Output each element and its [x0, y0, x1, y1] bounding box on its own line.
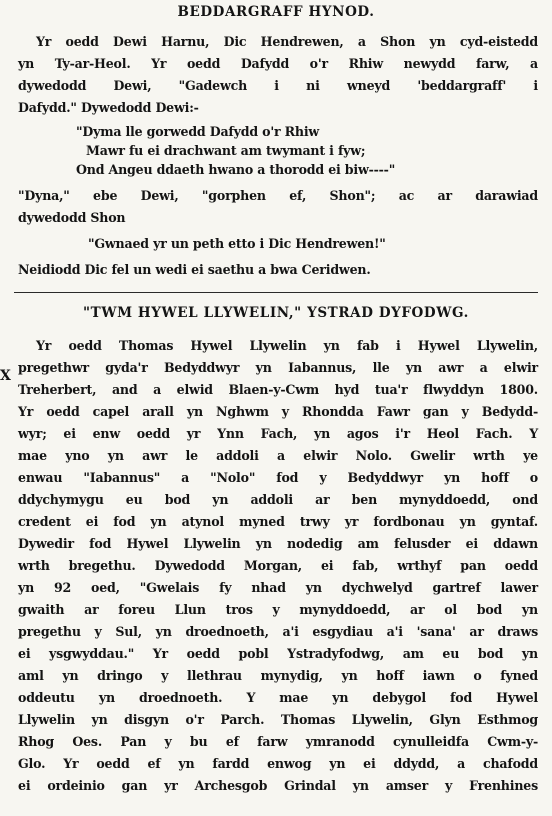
margin-mark: X — [0, 368, 11, 384]
article1-line-10: "Gwnaed yr un peth etto i Dic Hendrewen!" — [88, 236, 386, 251]
article2-line-9: credent ei fod yn atynol myned trwy yr fordbonau yn gyntaf. — [18, 514, 538, 529]
article2-line-2: pregethwr gyda'r Bedyddwyr yn Iabannus, lle yn awr a elwir — [18, 360, 538, 375]
article1-line-3: dywedodd Dewi, "Gadewch i ni wneyd 'beddargraff' i — [18, 78, 538, 93]
verse-line-3: Ond Angeu ddaeth hwano a thorodd ei biw----" — [76, 162, 396, 177]
article2-line-10: Dywedir fod Hywel Llywelin yn nodedig am felusder ei ddawn — [18, 536, 538, 551]
article-title-twm-hywel: "TWM HYWEL LLYWELIN," YSTRAD DYFODWG. — [83, 305, 469, 321]
verse-line-1: "Dyma lle gorwedd Dafydd o'r Rhiw — [76, 124, 320, 139]
article2-line-5: wyr; ei enw oedd yr Ynn Fach, yn agos i'r Heol Fach. Y — [18, 426, 538, 441]
article2-line-16: aml yn dringo y llethrau mynydig, yn hoff iawn o fyned — [18, 668, 538, 683]
article1-line-9: dywedodd Shon — [18, 210, 126, 225]
article1-line-11: Neidiodd Dic fel un wedi ei saethu a bwa Ceridwen. — [18, 262, 371, 277]
article-title-beddargraff: BEDDARGRAFF HYNOD. — [177, 4, 375, 20]
article2-line-20: Glo. Yr oedd ef yn fardd enwog yn ei ddydd, a chafodd — [18, 756, 538, 771]
article2-line-18: Llywelin yn disgyn o'r Parch. Thomas Llywelin, Glyn Esthmog — [18, 712, 538, 727]
article2-line-14: pregethu y Sul, yn droednoeth, a'i esgydiau a'i 'sana' ar draws — [18, 624, 538, 639]
article2-line-8: ddychymygu eu bod yn addoli ar ben mynyddoedd, ond — [18, 492, 538, 507]
article2-line-3: Treherbert, and a elwid Blaen-y-Cwm hyd tua'r flwyddyn 1800. — [18, 382, 538, 397]
article2-line-19: Rhog Oes. Pan y bu ef farw ymranodd cynulleidfa Cwm-y- — [18, 734, 538, 749]
section-divider — [14, 292, 538, 293]
article1-line-2: yn Ty-ar-Heol. Yr oedd Dafydd o'r Rhiw newydd farw, a — [18, 56, 538, 71]
article2-line-15: ei ysgwyddau." Yr oedd pobl Ystradyfodwg, am eu bod yn — [18, 646, 538, 661]
article2-line-7: enwau "Iabannus" a "Nolo" fod y Bedyddwyr yn hoff o — [18, 470, 538, 485]
article2-line-4: Yr oedd capel arall yn Nghwm y Rhondda Fawr gan y Bedydd- — [18, 404, 538, 419]
article1-line-1: Yr oedd Dewi Harnu, Dic Hendrewen, a Shon yn cyd-eistedd — [36, 34, 538, 49]
article2-line-11: wrth bregethu. Dywedodd Morgan, ei fab, wrthyf pan oedd — [18, 558, 538, 573]
article2-line-12: yn 92 oed, "Gwelais fy nhad yn dychwelyd gartref lawer — [18, 580, 538, 595]
verse-line-2: Mawr fu ei drachwant am twymant i fyw; — [86, 143, 366, 158]
article1-line-8: "Dyna," ebe Dewi, "gorphen ef, Shon"; ac ar darawiad — [18, 188, 538, 203]
article2-line-1: Yr oedd Thomas Hywel Llywelin yn fab i Hywel Llywelin, — [36, 338, 538, 353]
article2-line-6: mae yno yn awr le addoli a elwir Nolo. Gwelir wrth ye — [18, 448, 538, 463]
article2-line-17: oddeutu yn droednoeth. Y mae yn debygol fod Hywel — [18, 690, 538, 705]
article2-line-13: gwaith ar foreu Llun tros y mynyddoedd, ar ol bod yn — [18, 602, 538, 617]
article1-line-4: Dafydd." Dywedodd Dewi:- — [18, 100, 199, 115]
article2-line-21: ei ordeinio gan yr Archesgob Grindal yn amser y Frenhines — [18, 778, 538, 793]
